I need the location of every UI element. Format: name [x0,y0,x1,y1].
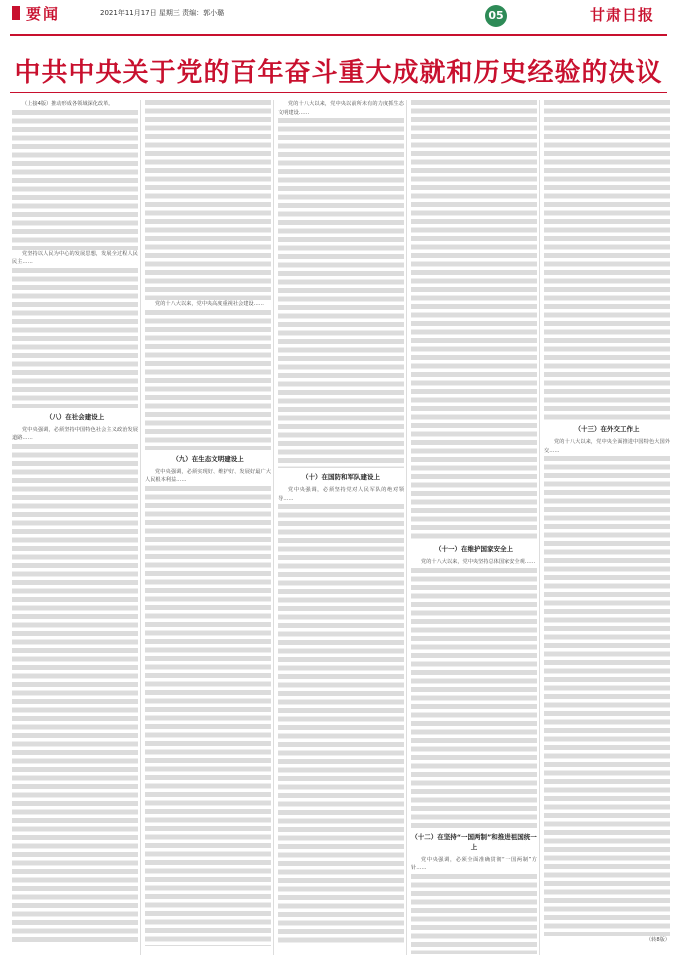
newspaper-masthead: 甘肃日报 [590,6,655,24]
text-column-3 [278,100,404,944]
body-text-block [411,100,537,540]
body-text-block [12,268,138,408]
text-column-5 [544,100,670,946]
body-text-block [145,310,271,450]
paragraph: 党的十八大以来，党中央全面推进中国特色大国外交…… [544,439,670,454]
column-divider [140,100,141,955]
continued-note: （转8版） [645,937,670,943]
body-text-block [278,118,404,468]
section-marker [12,6,20,20]
body-text-block [411,874,537,954]
header-rule [10,34,667,36]
paragraph: 党中央强调，必须实现好、维护好、发展好最广大人民根本利益…… [145,468,271,483]
title-rule [10,92,667,93]
column-divider [539,100,540,955]
subheading: （十）在国防和军队建设上 [302,473,380,481]
subheading: （八）在社会建设上 [45,412,105,421]
text-column-1 [12,100,138,944]
body-text-block [12,444,138,944]
paragraph: 党中央强调，必须全面准确贯彻“一国两制”方针…… [411,856,537,871]
page-header [0,0,677,38]
body-text-block [411,568,537,828]
subheading: （十三）在外交工作上 [574,425,640,433]
subheading: （十二）在坚持“一国两制”和推进祖国统一上 [411,832,537,851]
section-name: 要闻 [26,5,61,23]
paragraph: 党的十八大以来，党中央坚持总体国家安全观…… [421,559,536,565]
body-text-block [278,504,404,944]
paragraph: 党中央强调，必须坚持党对人民军队的绝对领导…… [278,487,404,502]
paragraph: 党中央强调，必须坚持中国特色社会主义政治发展道路…… [12,426,138,441]
document-title: 中共中央关于党的百年奋斗重大成就和历史经验的决议 [14,58,663,88]
text-column-4 [411,100,537,954]
column-divider [273,100,274,955]
subheading: （十一）在维护国家安全上 [435,545,513,553]
paragraph: 党的十八大以来，党中央高度重视社会建设…… [155,301,264,307]
column-divider [406,100,407,955]
body-text-block [145,100,271,300]
paragraph: 党的十八大以来，党中央以前所未有的力度抓生态文明建设…… [278,101,404,116]
subheading: （九）在生态文明建设上 [172,454,244,463]
paragraph: （上接4版）推动形成各领域深化改革。 [22,101,114,107]
text-column-2 [145,100,271,946]
publication-date: 2021年11月17日 星期三 责编：郭小璐 [100,9,225,17]
body-text-block [145,486,271,946]
page-number: 05 [485,5,507,27]
paragraph: 党坚持以人民为中心的发展思想，发展全过程人民民主…… [12,250,138,265]
body-text-block [544,456,670,936]
body-text-block [544,100,670,420]
body-text-block [12,110,138,250]
